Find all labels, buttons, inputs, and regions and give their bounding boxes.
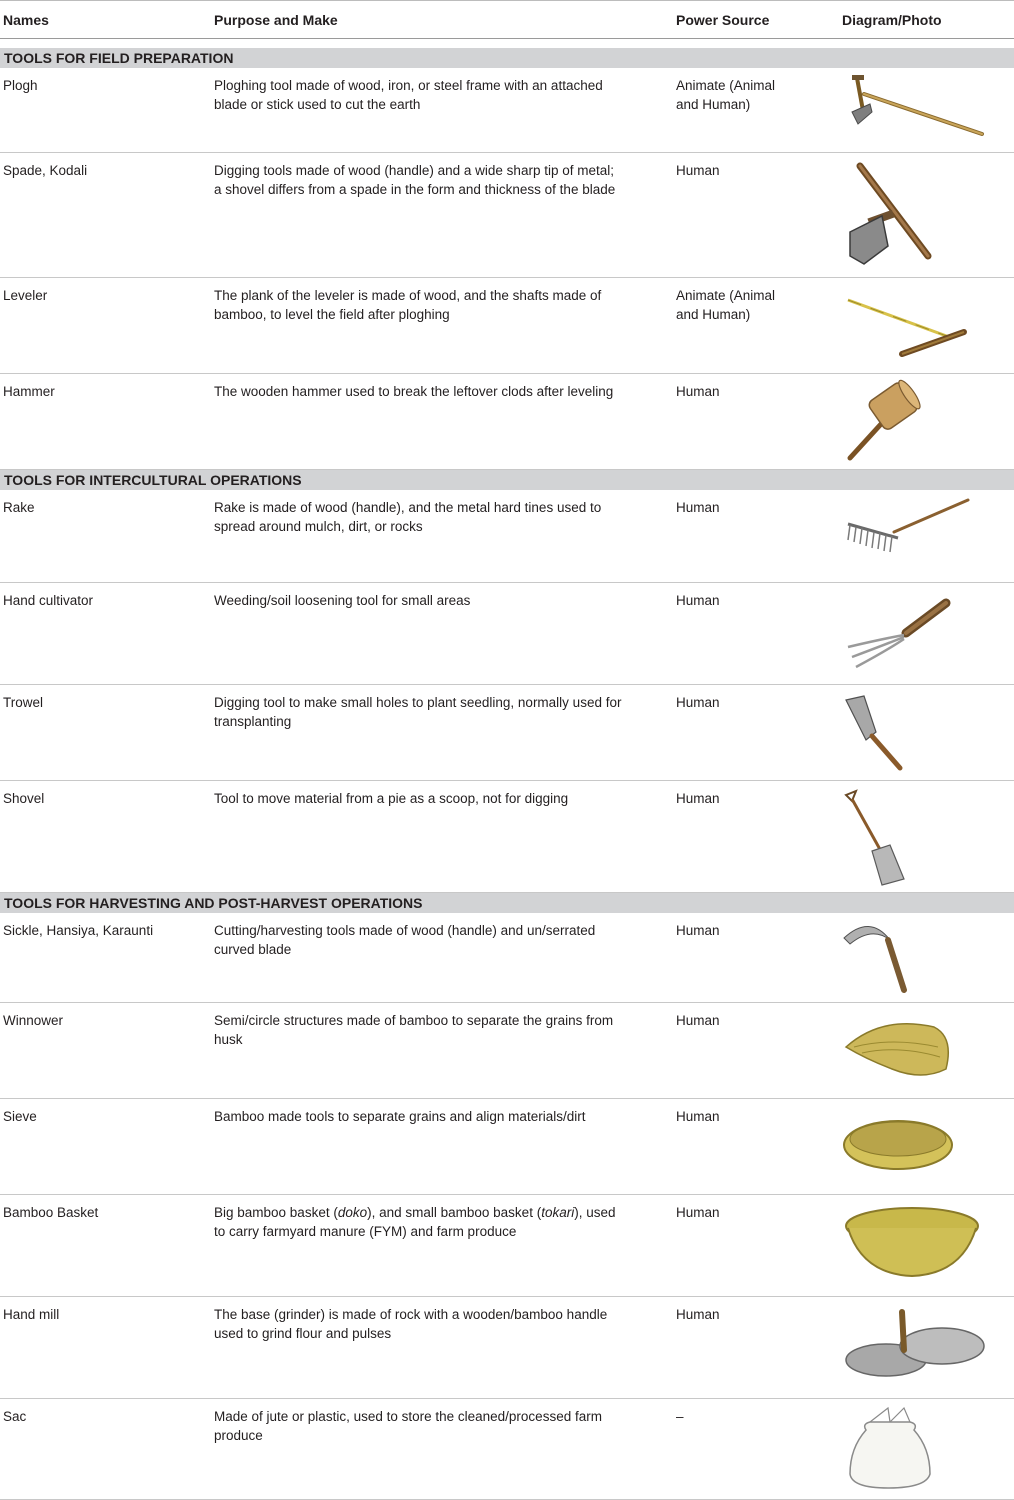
tool-power: Human [676,791,720,806]
tool-name: Hand cultivator [0,583,214,685]
table-row [0,685,1014,781]
tool-purpose: The plank of the leveler is made of wood, and the shafts made of bamboo, to level the field after ploghing [214,287,602,322]
header-diagram: Diagram/Photo [842,1,1014,39]
tool-purpose: Ploghing tool made of wood, iron, or steel frame with an attached blade or stick used to cut the earth [214,78,603,112]
table-row [0,277,1014,373]
tool-purpose: Rake is made of wood (handle), and the metal hard tines used to spread around mulch, dirt, or rocks [214,499,602,534]
section-header-field-preparation [0,48,1014,68]
tool-purpose: The base (grinder) is made of rock with a wooden/bamboo handle used to grind flour and pulses [214,1306,608,1341]
tool-purpose: Cutting/harvesting tools made of wood (handle) and un/serrated curved blade [214,923,596,957]
table-row [0,373,1014,469]
table-row [0,1098,1014,1194]
tool-purpose: Big bamboo basket (doko), and small bamboo basket (tokari), used to carry farmyard manure (FYM) and farm produce [214,1204,616,1239]
header-row [0,1,1014,39]
tool-power: Human [676,1012,720,1028]
tool-name: Sieve [0,1098,214,1194]
tool-purpose: Semi/circle structures made of bamboo to separate the grains from husk [214,1012,614,1047]
shovel-illustration [842,787,1014,887]
tool-power: Human [676,383,720,399]
tool-name: Bamboo Basket [0,1194,214,1296]
sieve-illustration [842,1103,1014,1189]
tool-purpose: Digging tool to make small holes to plant seedling, normally used for transplanting [214,695,622,729]
tool-purpose: Tool to move material from a pie as a scoop, not for digging [214,791,569,806]
table-row [0,1002,1014,1098]
table-row [0,1398,1014,1499]
table-row [0,583,1014,685]
spade-illustration [842,160,1014,270]
sac-illustration [842,1404,1014,1494]
winnower-illustration [842,1007,1014,1093]
tool-power: Human [676,695,720,710]
table-row [0,781,1014,893]
section-title: TOOLS FOR INTERCULTURAL OPERATIONS [0,469,1014,490]
tool-power: – [676,1408,684,1424]
bamboo-basket-illustration [842,1200,1014,1290]
rake-illustration [842,494,1014,578]
hammer-illustration [842,378,1014,464]
tool-power: Animate (Animal and Human) [676,287,776,322]
tool-name: Spade, Kodali [0,152,214,277]
header-purpose: Purpose and Make [214,1,676,39]
section-header-harvesting [0,893,1014,914]
plough-illustration [842,72,1014,148]
tool-power: Animate (Animal and Human) [676,78,776,112]
table-row [0,1296,1014,1398]
tool-power: Human [676,499,720,515]
tool-purpose: Digging tools made of wood (handle) and a wide sharp tip of metal; a shovel differs from a spade in the form and thickness of the blade [214,162,616,197]
tool-purpose: Weeding/soil loosening tool for small areas [214,593,471,608]
leveler-illustration [842,282,1014,368]
tool-name: Sickle, Hansiya, Karaunti [0,913,214,1002]
section-title: TOOLS FOR HARVESTING AND POST-HARVEST OPERATIONS [0,893,1014,914]
tool-purpose: Bamboo made tools to separate grains and align materials/dirt [214,1108,586,1124]
tool-power: Human [676,1306,720,1322]
tool-name: Plogh [0,68,214,152]
tool-power: Human [676,162,720,178]
tool-name: Hammer [0,373,214,469]
tool-power: Human [676,1108,720,1124]
table-row [0,152,1014,277]
table-row [0,913,1014,1002]
table-row [0,490,1014,583]
section-header-intercultural [0,469,1014,490]
tool-name: Winnower [0,1002,214,1098]
tool-power: Human [676,593,720,608]
table-row [0,1194,1014,1296]
tool-name: Hand mill [0,1296,214,1398]
hand-cultivator-illustration [842,589,1014,679]
tool-purpose: The wooden hammer used to break the leftover clods after leveling [214,383,614,399]
tool-power: Human [676,923,720,938]
tool-name: Rake [0,490,214,583]
tool-name: Shovel [0,781,214,893]
sickle-illustration [842,916,1014,998]
tool-power: Human [676,1204,720,1220]
tool-name: Sac [0,1398,214,1499]
table-row [0,68,1014,152]
header-names: Names [0,1,214,39]
tool-purpose: Made of jute or plastic, used to store the cleaned/processed farm produce [214,1408,602,1443]
header-power: Power Source [676,1,842,39]
section-title: TOOLS FOR FIELD PREPARATION [0,48,1014,68]
tool-name: Trowel [0,685,214,781]
tool-name: Leveler [0,277,214,373]
trowel-illustration [842,690,1014,776]
hand-mill-illustration [842,1302,1014,1392]
